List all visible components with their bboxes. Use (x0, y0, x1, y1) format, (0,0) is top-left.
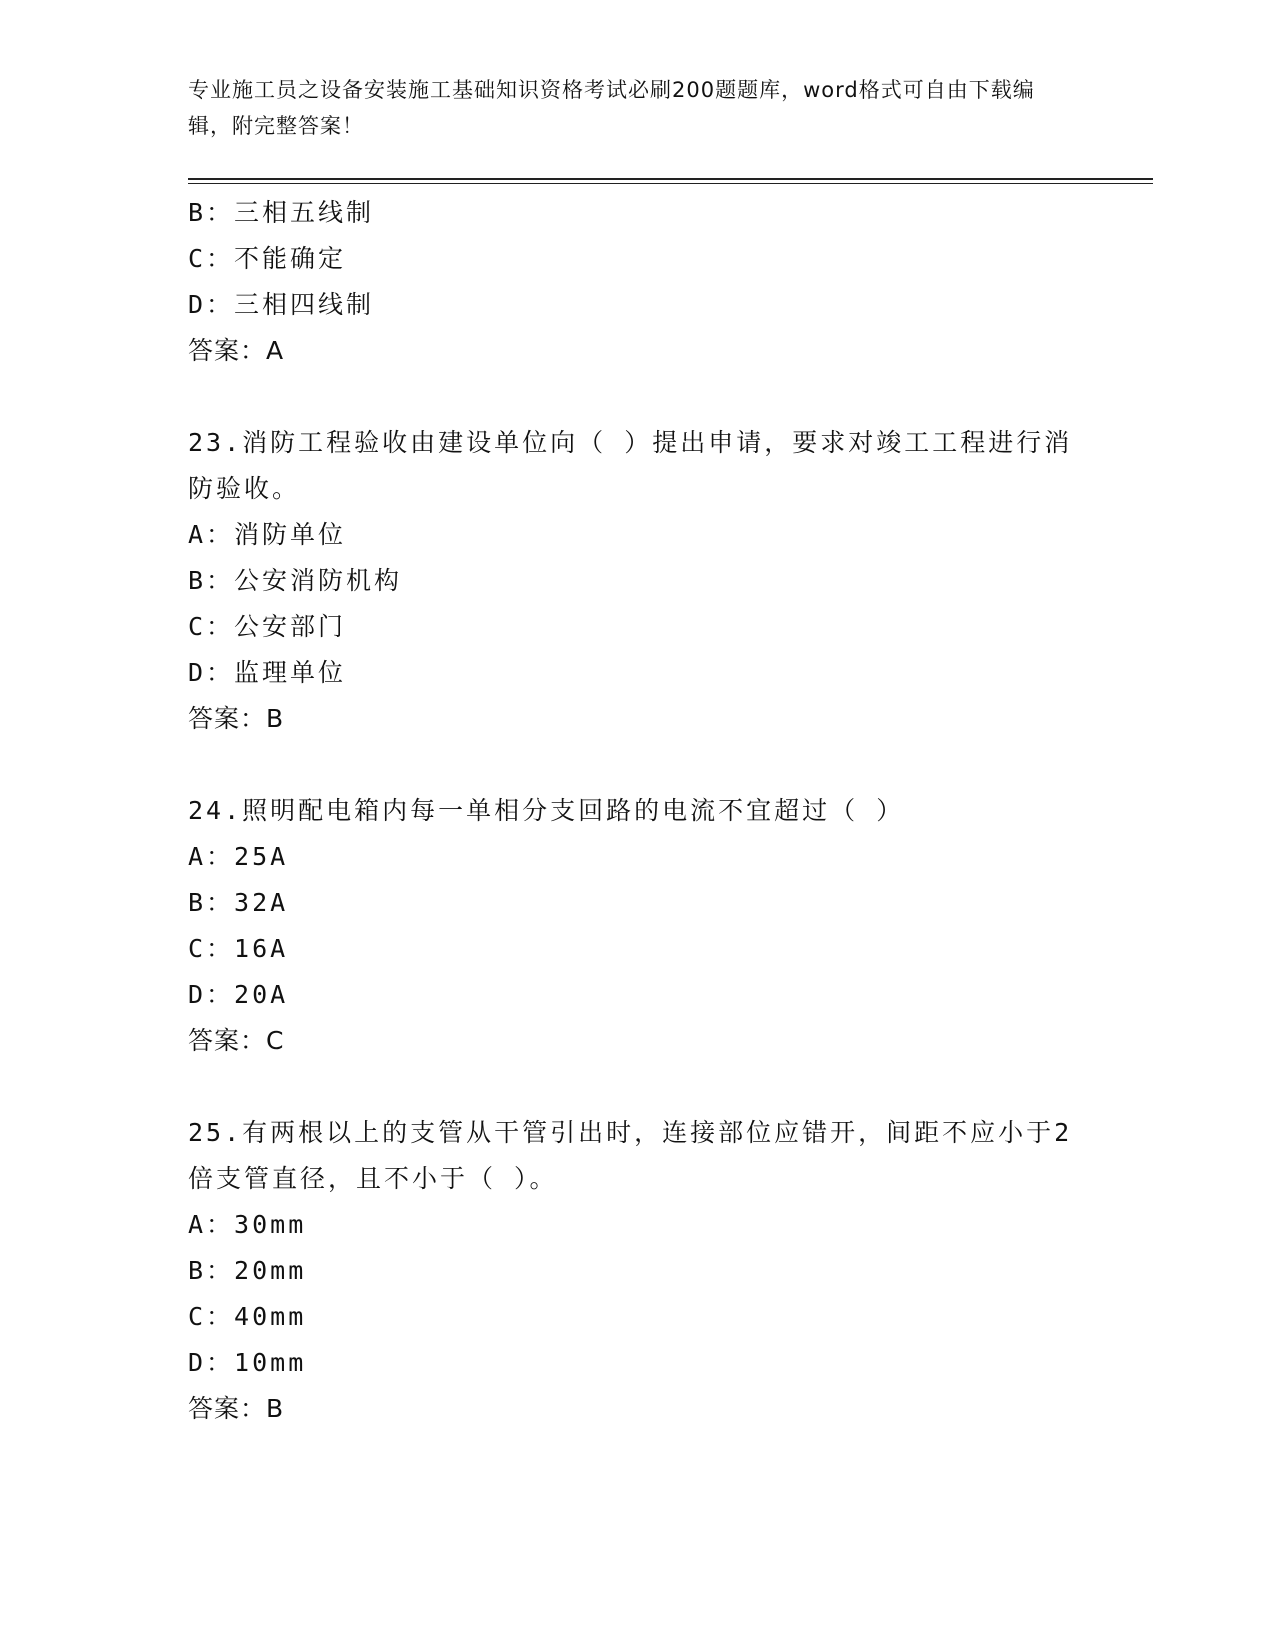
answer-line: 答案：B (188, 704, 285, 733)
option-c: C：16A (188, 934, 289, 963)
spacer (188, 1064, 1088, 1110)
question-block-25 (188, 1110, 1088, 1432)
header-rule-thin (188, 183, 1153, 184)
question-text: 25.有两根以上的支管从干管引出时，连接部位应错开，间距不应小于2倍支管直径，且不小于（ ）。 (188, 1118, 1073, 1193)
option-b: B：三相五线制 (188, 198, 375, 227)
option-d: D：监理单位 (188, 658, 347, 687)
option-a: A：消防单位 (188, 520, 347, 549)
option-c: C：公安部门 (188, 612, 347, 641)
question-block-24 (188, 788, 1088, 1064)
option-c: C：不能确定 (188, 244, 347, 273)
spacer (188, 374, 1088, 420)
option-d: D：20A (188, 980, 289, 1009)
option-b: B：20mm (188, 1256, 307, 1285)
option-b: B：公安消防机构 (188, 566, 403, 595)
option-d: D：10mm (188, 1348, 307, 1377)
option-b: B：32A (188, 888, 289, 917)
question-list (188, 190, 1088, 1432)
question-text: 24.照明配电箱内每一单相分支回路的电流不宜超过（ ） (188, 796, 905, 825)
spacer (188, 742, 1088, 788)
question-block-prev (188, 190, 1088, 374)
answer-line: 答案：C (188, 1026, 285, 1055)
option-c: C：40mm (188, 1302, 307, 1331)
answer-line: 答案：B (188, 1394, 285, 1423)
answer-line: 答案：A (188, 336, 285, 365)
header-rule-thick (188, 178, 1153, 180)
option-a: A：30mm (188, 1210, 307, 1239)
document-header: 专业施工员之设备安装施工基础知识资格考试必刷200题题库，word格式可自由下载编辑，附完整答案！ (188, 78, 1035, 138)
question-text: 23.消防工程验收由建设单位向（ ）提出申请，要求对竣工工程进行消防验收。 (188, 428, 1073, 503)
option-d: D：三相四线制 (188, 290, 375, 319)
question-block-23 (188, 420, 1088, 742)
option-a: A：25A (188, 842, 289, 871)
